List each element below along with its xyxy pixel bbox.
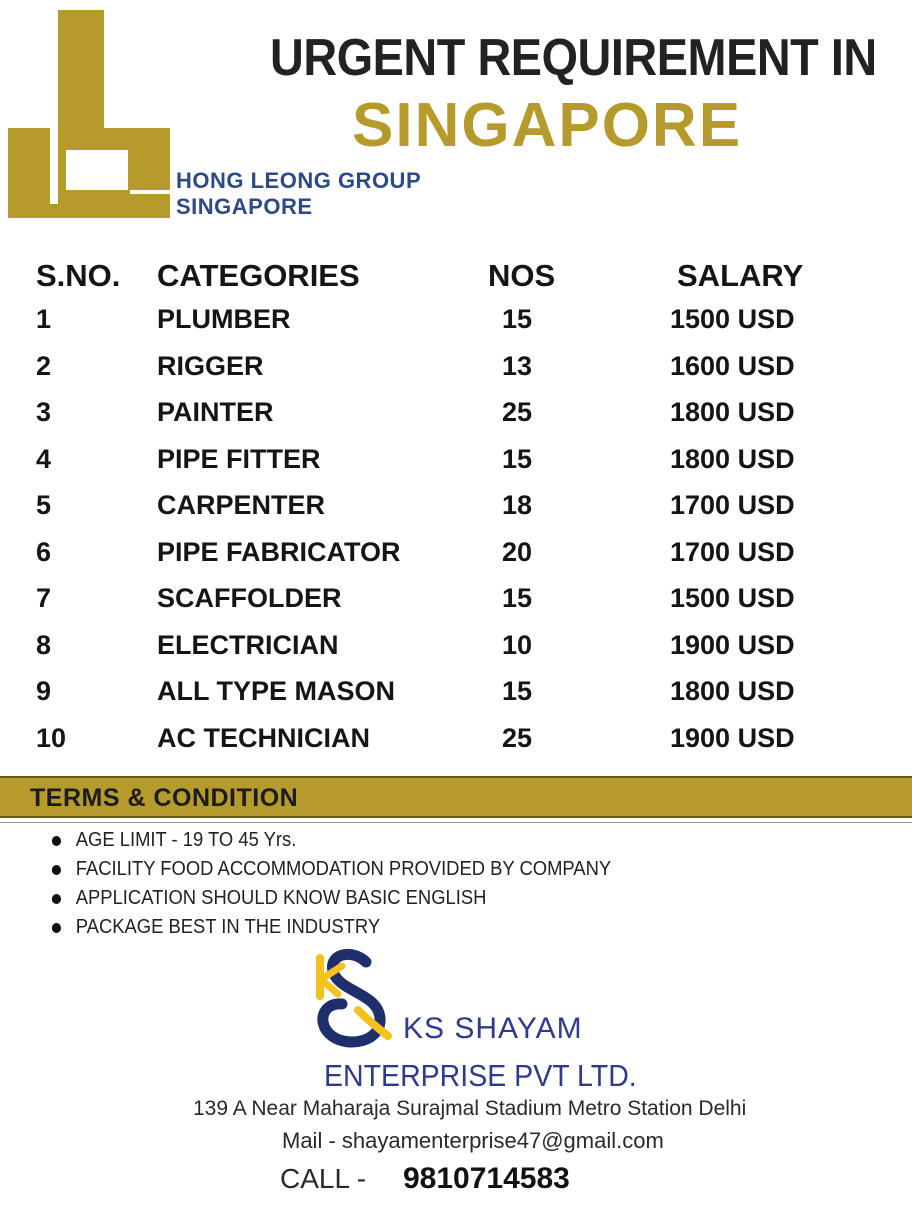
cell-nos: 25: [502, 722, 533, 753]
header-category: CATEGORIES: [157, 258, 360, 293]
headline-title: URGENT REQUIREMENT IN: [270, 29, 877, 87]
cell-nos: 18: [502, 490, 533, 520]
cell-salary: 1800 USD: [670, 397, 795, 427]
cell-category: RIGGER: [157, 350, 264, 381]
cell-category: PIPE FITTER: [157, 443, 321, 474]
table-row: [36, 444, 856, 491]
cell-sno: 1: [36, 304, 52, 334]
cell-salary: 1800 USD: [670, 443, 795, 474]
cell-nos: 15: [502, 676, 533, 706]
company-name-line2: SINGAPORE: [176, 194, 313, 219]
terms-title: TERMS & CONDITION: [30, 784, 299, 812]
table-row: [36, 351, 856, 398]
cell-sno: 6: [36, 536, 52, 567]
list-item: [50, 826, 611, 855]
cell-salary: 1700 USD: [670, 536, 795, 567]
table-row: [36, 490, 856, 537]
company-name: [176, 168, 421, 220]
call-number: 9810714583: [403, 1162, 570, 1195]
term-text: APPLICATION SHOULD KNOW BASIC ENGLISH: [75, 887, 487, 909]
cell-category: PAINTER: [157, 397, 274, 427]
list-item: [50, 884, 611, 913]
cell-salary: 1600 USD: [670, 350, 795, 381]
table-row: [36, 723, 856, 770]
cell-nos: 15: [502, 583, 533, 613]
cell-category: AC TECHNICIAN: [157, 722, 370, 753]
list-item: [50, 913, 611, 942]
cell-category: SCAFFOLDER: [157, 583, 342, 613]
header-salary: SALARY: [677, 258, 804, 293]
table-row: [36, 304, 856, 351]
company-name-line1: HONG LEONG GROUP: [176, 168, 422, 193]
cell-salary: 1800 USD: [670, 676, 795, 706]
cell-category: ELECTRICIAN: [157, 629, 339, 660]
agency-subname: ENTERPRISE PVT LTD.: [324, 1058, 637, 1093]
list-item: [50, 855, 611, 884]
cell-sno: 7: [36, 583, 52, 613]
cell-salary: 1900 USD: [670, 629, 795, 660]
term-text: FACILITY FOOD ACCOMMODATION PROVIDED BY COMPANY: [75, 858, 612, 880]
cell-category: PIPE FABRICATOR: [157, 536, 401, 567]
cell-sno: 8: [36, 629, 52, 660]
cell-salary: 1500 USD: [670, 583, 795, 613]
bullet-icon: [52, 894, 61, 904]
cell-nos: 20: [502, 536, 533, 567]
call-label: CALL -: [280, 1163, 367, 1194]
jobs-table: [36, 258, 856, 769]
cell-category: CARPENTER: [157, 490, 326, 520]
cell-nos: 15: [502, 304, 533, 334]
cell-sno: 5: [36, 490, 52, 520]
table-header: [36, 258, 856, 304]
cell-nos: 15: [502, 443, 533, 474]
bullet-icon: [52, 923, 61, 933]
cell-sno: 3: [36, 397, 52, 427]
cell-sno: 2: [36, 350, 52, 381]
cell-salary: 1700 USD: [670, 490, 795, 520]
hong-leong-logo-icon: [8, 10, 170, 218]
cell-sno: 4: [36, 443, 52, 474]
header-sno: S.NO.: [36, 258, 121, 293]
term-text: AGE LIMIT - 19 TO 45 Yrs.: [75, 829, 297, 851]
term-text: PACKAGE BEST IN THE INDUSTRY: [75, 916, 381, 938]
bullet-icon: [52, 836, 61, 846]
table-row: [36, 537, 856, 584]
agency-name: KS SHAYAM: [403, 1012, 583, 1045]
divider: [0, 822, 912, 823]
cell-nos: 13: [502, 350, 533, 381]
ks-shayam-logo-icon: [308, 944, 398, 1050]
table-row: [36, 676, 856, 723]
cell-category: ALL TYPE MASON: [157, 676, 396, 706]
agency-mail: Mail - shayamenterprise47@gmail.com: [282, 1128, 664, 1153]
cell-nos: 10: [502, 629, 533, 660]
cell-nos: 25: [502, 397, 533, 427]
table-row: [36, 397, 856, 444]
cell-salary: 1500 USD: [670, 304, 795, 334]
header-nos: NOS: [488, 258, 556, 293]
cell-category: PLUMBER: [157, 304, 291, 334]
terms-list: [50, 826, 660, 942]
bullet-icon: [52, 865, 61, 875]
table-row: [36, 630, 856, 677]
table-row: [36, 583, 856, 630]
agency-address: 139 A Near Maharaja Surajmal Stadium Metro Station Delhi: [193, 1097, 747, 1120]
headline-country: SINGAPORE: [352, 91, 743, 160]
cell-salary: 1900 USD: [670, 722, 795, 753]
cell-sno: 9: [36, 676, 52, 706]
cell-sno: 10: [36, 722, 67, 753]
